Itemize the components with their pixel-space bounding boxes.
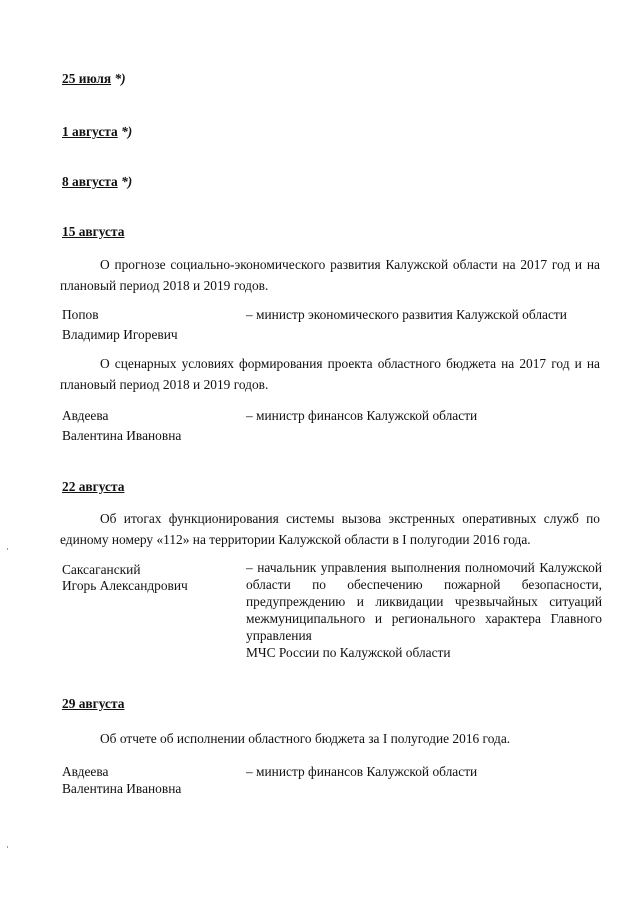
footnote-mark: *) <box>114 71 126 86</box>
speaker-surname: Авдеева <box>62 408 109 423</box>
section-date-aug29: 29 августа <box>62 696 125 711</box>
agenda-topic: О сценарных условиях формирования проекта областного бюджета на 2017 год и на плановый период 2018 и 2019 годов. <box>60 356 600 392</box>
speaker-name: Игорь Александрович <box>62 578 188 593</box>
speaker-role: – министр финансов Калужской области <box>246 408 478 423</box>
footnote-mark: *) <box>121 174 133 189</box>
speaker-role-last-line: МЧС России по Калужской области <box>246 645 451 660</box>
section-date-aug8 <box>62 174 132 190</box>
footnote-mark: *) <box>121 124 133 139</box>
section-date-aug22: 22 августа <box>62 479 125 494</box>
date-label: 1 августа <box>62 124 118 139</box>
agenda-topic: Об итогах функционирования системы вызова экстренных оперативных служб по единому номеру «112» на территории Калужской области в I полугодии 2016 года. <box>60 511 600 547</box>
section-date-aug15: 15 августа <box>62 224 125 239</box>
speaker-role-body: – начальник управления выполнения полномочий Калужской области по обеспечению пожарной безопасности, предупреждению и ликвидации чрезвычайных ситуаций межмуниципального и регионального характера Главного управления <box>246 560 602 643</box>
speaker-role: – министр экономического развития Калужской области <box>246 307 567 322</box>
speaker-name: Валентина Ивановна <box>62 428 182 443</box>
speaker-surname: Саксаганский <box>62 562 141 577</box>
scan-mark <box>7 548 8 550</box>
speaker-name: Валентина Ивановна <box>62 781 182 796</box>
speaker-role: – министр финансов Калужской области <box>246 764 478 779</box>
date-label: 25 июля <box>62 71 112 86</box>
speaker-surname: Авдеева <box>62 764 109 779</box>
agenda-topic: Об отчете об исполнении областного бюджета за I полугодие 2016 года. <box>100 731 511 746</box>
section-date-jul25 <box>62 71 126 87</box>
scan-mark <box>7 846 8 848</box>
date-label: 8 августа <box>62 174 118 189</box>
speaker-name: Владимир Игоревич <box>62 327 178 342</box>
speaker-role <box>246 559 602 661</box>
section-date-aug1 <box>62 124 132 140</box>
agenda-topic: О прогнозе социально-экономического развития Калужской области на 2017 год и на плановый период 2018 и 2019 годов. <box>60 257 600 293</box>
speaker-surname: Попов <box>62 307 99 322</box>
